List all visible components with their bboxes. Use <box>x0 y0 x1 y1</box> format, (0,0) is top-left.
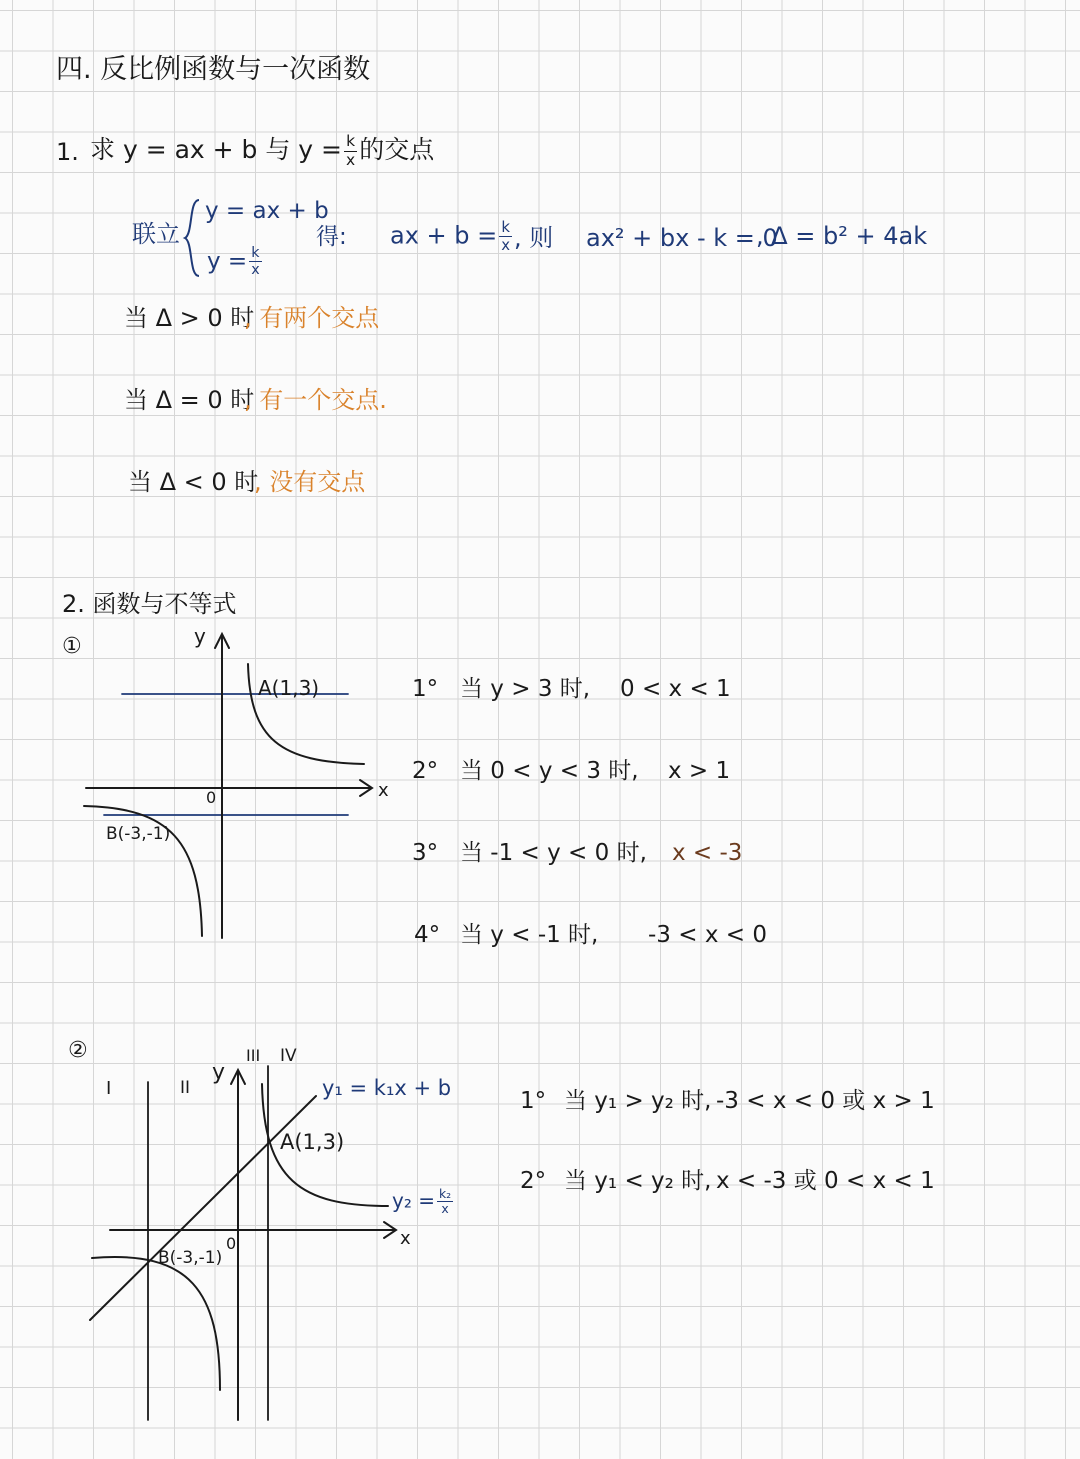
graph2-region-1: I <box>106 1078 112 1099</box>
fraction-numerator: k₂ <box>438 1186 452 1201</box>
graph2-curve-q3 <box>92 1257 220 1390</box>
graph2-point-b: B(-3,-1) <box>158 1248 223 1268</box>
graph2-region-3: III <box>246 1046 261 1065</box>
graph2-curve-label <box>392 1188 455 1216</box>
fraction-denominator: x <box>501 235 511 254</box>
case1-condition: 当 Δ > 0 时 <box>124 304 255 332</box>
graph2-line-label: y₁ = k₁x + b <box>322 1076 452 1100</box>
system-eq1: y = ax + b <box>205 198 329 224</box>
case3-result: , 没有交点 <box>254 468 366 496</box>
eq2-pre: y = <box>207 248 248 275</box>
rule2-1-result: -3 < x < 0 或 x > 1 <box>716 1088 935 1114</box>
graph1-y-label: y <box>194 624 206 648</box>
rule1-1-result: 0 < x < 1 <box>620 676 731 702</box>
rule1-1-num: 1° <box>412 676 439 702</box>
rule1-2-result: x > 1 <box>668 758 731 784</box>
fraction-numerator: k <box>501 218 510 236</box>
case2-result: , 有一个交点. <box>244 386 387 414</box>
graph2-region-4: IV <box>280 1046 297 1066</box>
rule2-2-condition: 当 y₁ < y₂ 时, <box>564 1168 712 1194</box>
rule2-1-condition: 当 y₁ > y₂ 时, <box>564 1088 712 1114</box>
fraction-denominator: x <box>251 262 260 279</box>
quadratic-equation: ax² + bx - k = 0 <box>586 224 778 252</box>
graph2-marker: ② <box>68 1038 88 1063</box>
case2-condition: 当 Δ = 0 时 <box>124 386 255 414</box>
rule1-4-result: -3 < x < 0 <box>648 922 767 948</box>
graph1-origin: 0 <box>206 788 217 807</box>
graph2-x-label: x <box>400 1228 411 1249</box>
fraction-denominator: x <box>346 150 356 169</box>
graph2-point-a: A(1,3) <box>280 1130 345 1154</box>
fraction-numerator: k <box>251 245 260 261</box>
fraction-denominator: x <box>441 1201 449 1217</box>
curve-label-fraction <box>437 1188 453 1216</box>
rule2-1-num: 1° <box>520 1088 547 1114</box>
part1-heading-pre: 求 y = ax + b 与 y = <box>90 135 342 164</box>
curve-label-pre: y₂ = <box>392 1188 435 1213</box>
graph1-point-a: A(1,3) <box>258 676 320 700</box>
system-label: 联立 <box>132 220 180 248</box>
rule1-3-num: 3° <box>412 840 439 866</box>
rule1-2-condition: 当 0 < y < 3 时, <box>460 758 639 784</box>
graph1-marker: ① <box>62 634 82 659</box>
de-label: 得: <box>316 224 347 250</box>
rule1-1-condition: 当 y > 3 时, <box>460 676 591 702</box>
fraction-numerator: k <box>346 132 356 150</box>
graph1-point-b: B(-3,-1) <box>106 824 171 844</box>
combined-pre: ax + b = <box>390 221 498 250</box>
case3-condition: 当 Δ < 0 时 <box>128 468 259 496</box>
rule1-3-result: x < -3 <box>672 840 743 866</box>
part2-heading: 2. 函数与不等式 <box>62 590 237 618</box>
delta-formula: , Δ = b² + 4ak <box>756 222 928 250</box>
part1-number: 1. <box>56 138 79 166</box>
rule1-3-condition: 当 -1 < y < 0 时, <box>460 840 647 866</box>
rule2-2-result: x < -3 或 0 < x < 1 <box>716 1168 935 1194</box>
then-label: , 则 <box>514 224 554 252</box>
rule1-4-condition: 当 y < -1 时, <box>460 922 599 948</box>
part1-heading-post: 的交点 <box>359 135 435 164</box>
graph2-y-label: y <box>212 1060 226 1085</box>
case1-result: , 有两个交点 <box>244 304 380 332</box>
rule2-2-num: 2° <box>520 1168 547 1194</box>
rule1-2-num: 2° <box>412 758 439 784</box>
graph2-origin: 0 <box>226 1234 237 1253</box>
rule1-4-num: 4° <box>414 922 441 948</box>
graph1-x-label: x <box>378 780 389 801</box>
graph2-region-2: II <box>180 1078 191 1098</box>
section-title: 四. 反比例函数与一次函数 <box>56 54 371 85</box>
